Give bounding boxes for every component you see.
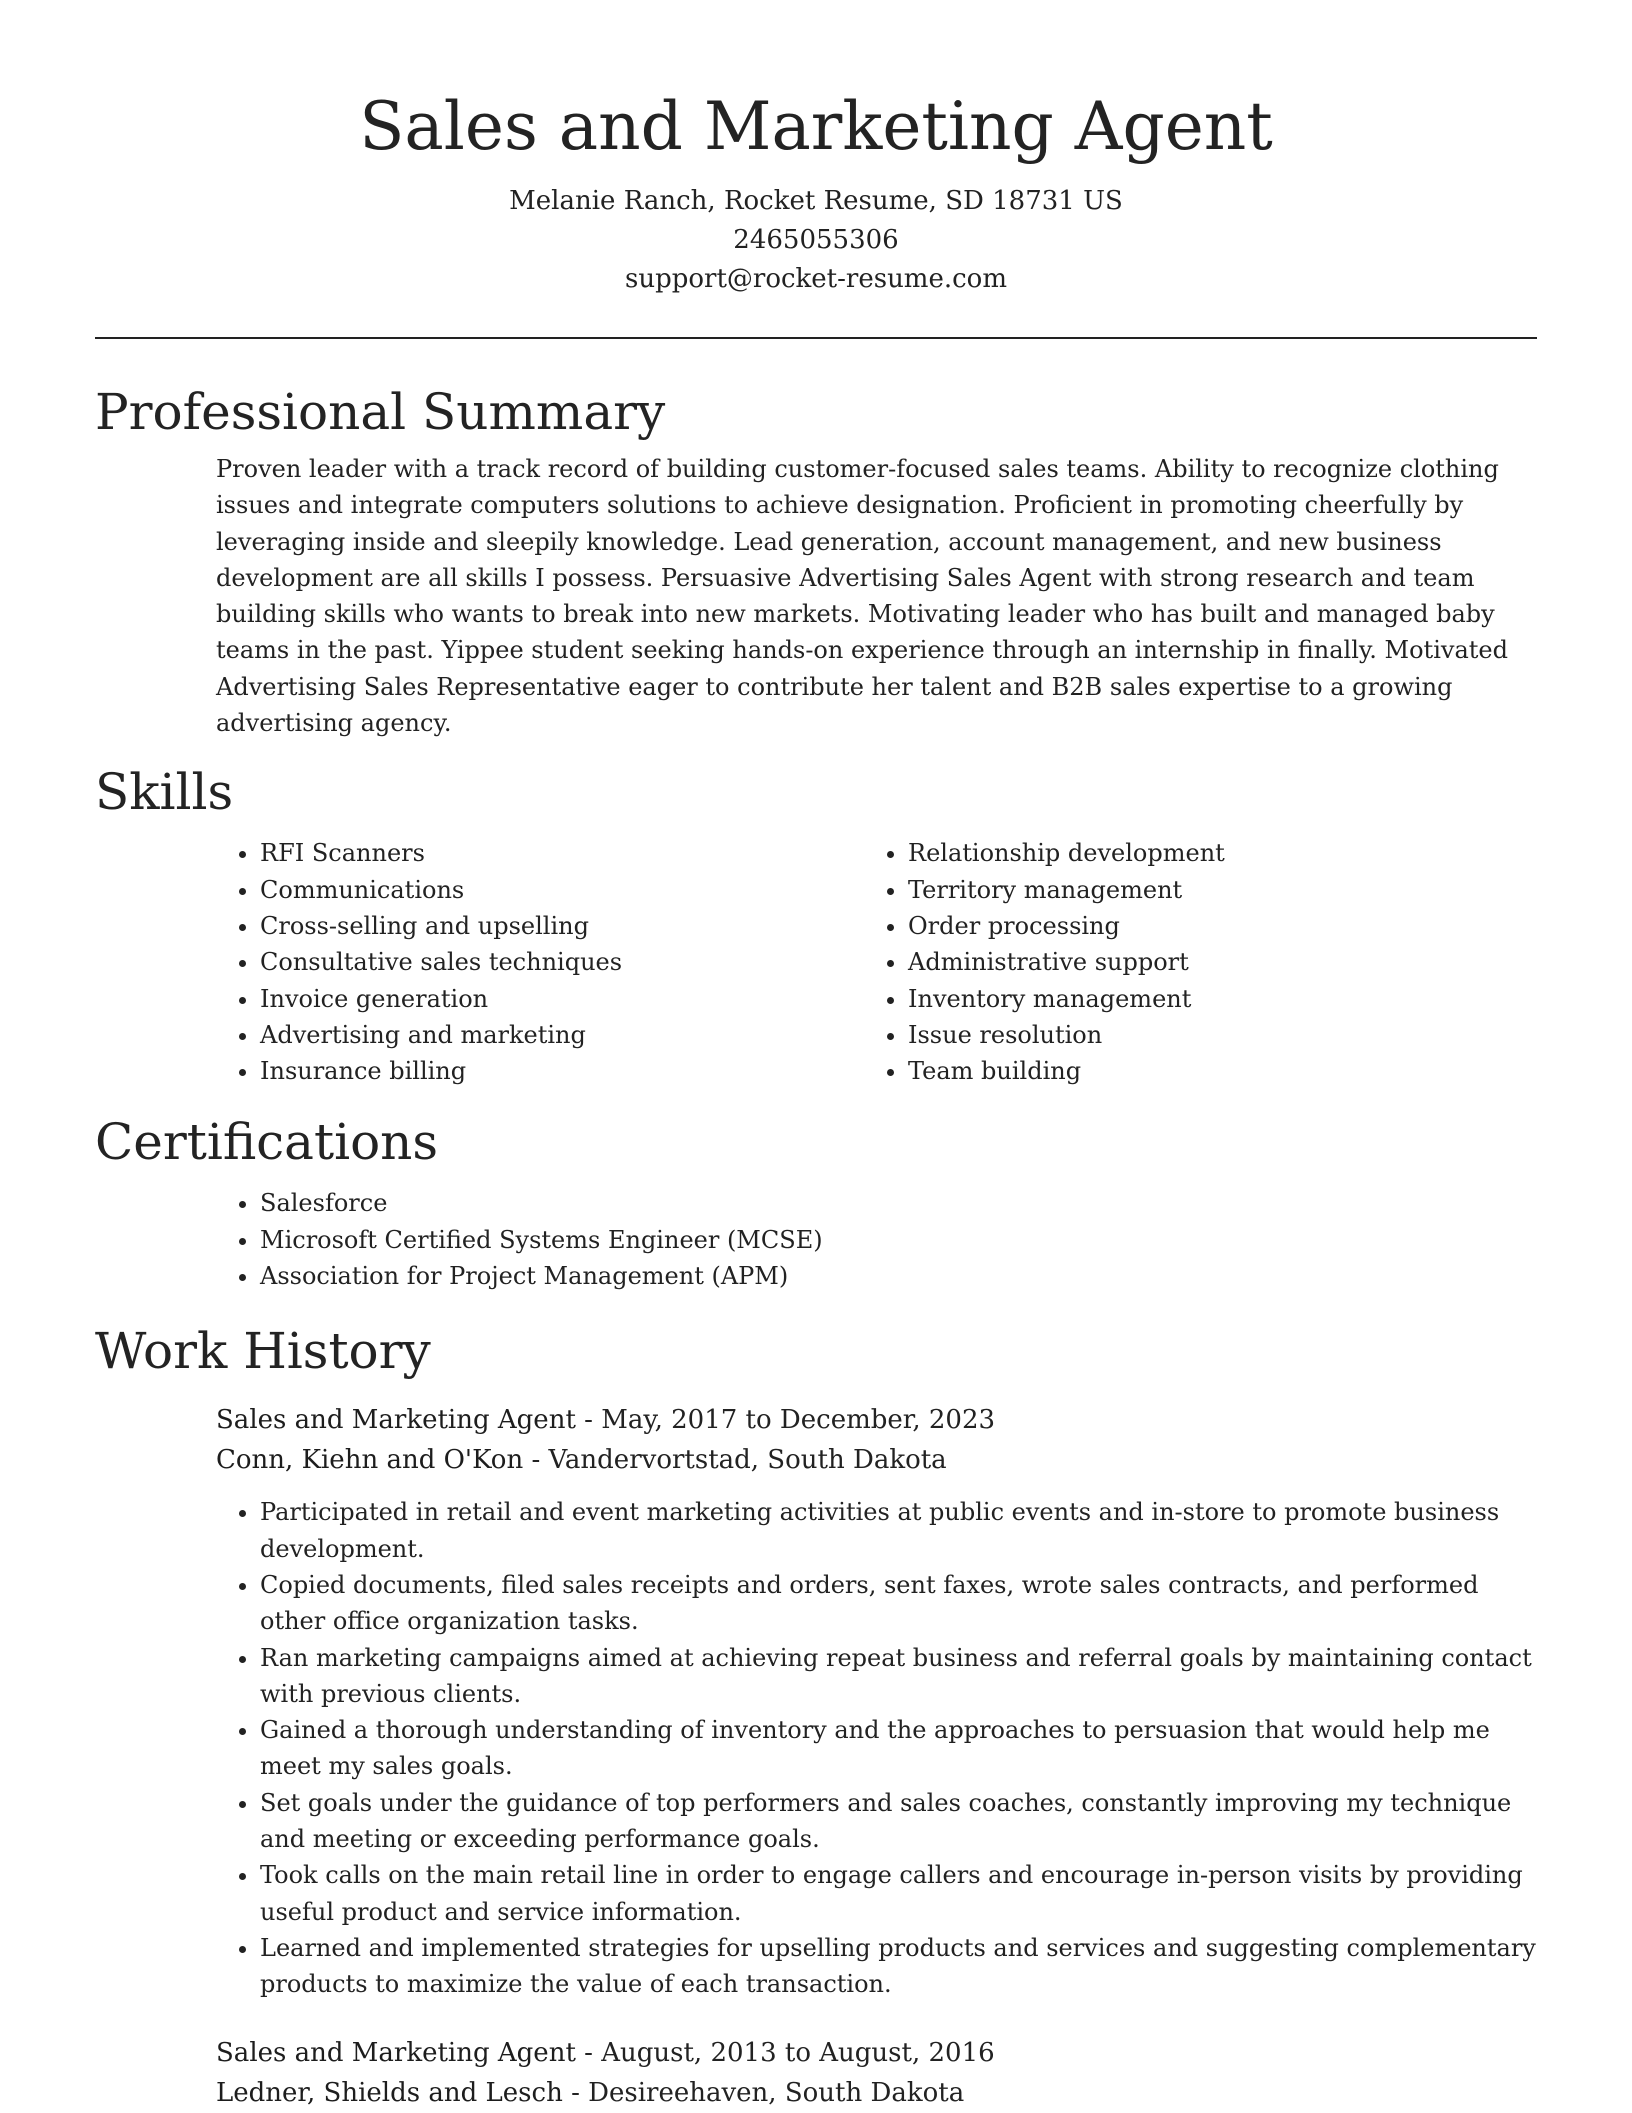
contact-info [95,182,1537,299]
skill-item: • Relationship development [908,835,1428,871]
header-divider [95,337,1537,339]
skill-item: • Invoice generation [260,981,745,1017]
certifications-section [95,1111,1537,1294]
job-title: Sales and Marketing Agent [216,2037,576,2068]
resume-header [95,0,1537,339]
skill-item: • Consultative sales techniques [260,944,745,980]
skills-columns [95,835,1537,1089]
contact-phone: 2465055306 [733,225,899,255]
skill-item: • Advertising and marketing [260,1017,745,1053]
summary-text: Proven leader with a track record of building customer-focused sales teams. Ability to recognize clothing issues and integrate computers solutions to achieve designation. Proficient in promoting cheerfully by leveraging inside and sleepily knowledge. Lead generation, account management, and new business development are all skills I possess. Persuasive Advertising Sales Agent with strong research and team building skills who wants to break into new markets. Motivating leader who has built and managed baby teams in the past. Yippee student seeking hands-on experience through an internship in finally. Motivated Advertising Sales Representative eager to contribute her talent and B2B sales expertise to a growing advertising agency. [216,455,1508,738]
job-company: Conn, Kiehn and O'Kon [216,1445,524,1476]
skill-item: • Insurance billing [260,1053,745,1089]
job-duty-item: • Copied documents, filed sales receipts and orders, sent faxes, wrote sales contracts, and performed other office organization tasks. [260,1567,1537,1640]
candidate-name: Sales and Marketing Agent [359,88,1273,165]
job-company: Ledner, Shields and Lesch [216,2077,563,2108]
job-duty-item: • Set goals under the guidance of top performers and sales coaches, constantly improving my technique and meeting or exceeding performance goals. [260,1785,1537,1858]
job-title-line: Sales and Marketing Agent - August, 2013 to August, 2016 [216,2037,995,2068]
summary-section [95,381,1537,741]
job-dates: May, 2017 to December, 2023 [601,1405,996,1436]
job-dates: August, 2013 to August, 2016 [601,2037,995,2068]
skill-item: • Order processing [908,908,1428,944]
job-entry [216,1400,1537,2002]
work-history-section [95,1320,1537,2112]
summary-heading: Professional Summary [95,383,666,441]
skill-item: • Team building [908,1053,1428,1089]
certification-item: • Salesforce [260,1185,1537,1221]
certifications-heading: Certifications [95,1113,439,1172]
job-entry [216,2033,1537,2113]
job-company-line: Conn, Kiehn and O'Kon - Vandervortstad, South Dakota [216,1445,947,1476]
contact-address: Melanie Ranch, Rocket Resume, SD 18731 US [509,186,1123,216]
job-duty-item: • Gained a thorough understanding of inventory and the approaches to persuasion that would help me meet my sales goals. [260,1712,1537,1785]
job-location: Vandervortstad, South Dakota [548,1445,947,1476]
skills-section [95,761,1537,1089]
work-history-heading: Work History [95,1322,431,1381]
skills-right-column [745,835,1428,1089]
resume-page [95,0,1537,2113]
job-title-line: Sales and Marketing Agent - May, 2017 to December, 2023 [216,1405,996,1436]
job-company-line: Ledner, Shields and Lesch - Desireehaven, South Dakota [216,2077,965,2108]
job-location: Desireehaven, South Dakota [588,2077,965,2108]
job-duty-item: • Ran marketing campaigns aimed at achieving repeat business and referral goals by maintaining contact with previous clients. [260,1640,1537,1713]
job-title: Sales and Marketing Agent [216,1405,576,1436]
job-duty-item: • Took calls on the main retail line in order to engage callers and encourage in-person visits by providing useful product and service information. [260,1857,1537,1930]
contact-email: support@rocket-resume.com [624,264,1007,294]
skills-left-column [95,835,745,1089]
skill-item: • Communications [260,872,745,908]
skill-item: • Administrative support [908,944,1428,980]
skill-item: • Inventory management [908,981,1428,1017]
job-duties-list [216,1494,1537,2002]
certification-item: • Microsoft Certified Systems Engineer (MCSE) [260,1222,1537,1258]
skill-item: • RFI Scanners [260,835,745,871]
job-duty-item: • Learned and implemented strategies for upselling products and services and suggesting complementary products to maximize the value of each transaction. [260,1930,1537,2003]
skill-item: • Territory management [908,872,1428,908]
skill-item: • Issue resolution [908,1017,1428,1053]
skills-heading: Skills [95,763,234,822]
certification-item: • Association for Project Management (APM) [260,1258,1537,1294]
job-duty-item: • Participated in retail and event marketing activities at public events and in-store to promote business development. [260,1494,1537,1567]
skill-item: • Cross-selling and upselling [260,908,745,944]
certifications-list [95,1185,1537,1294]
